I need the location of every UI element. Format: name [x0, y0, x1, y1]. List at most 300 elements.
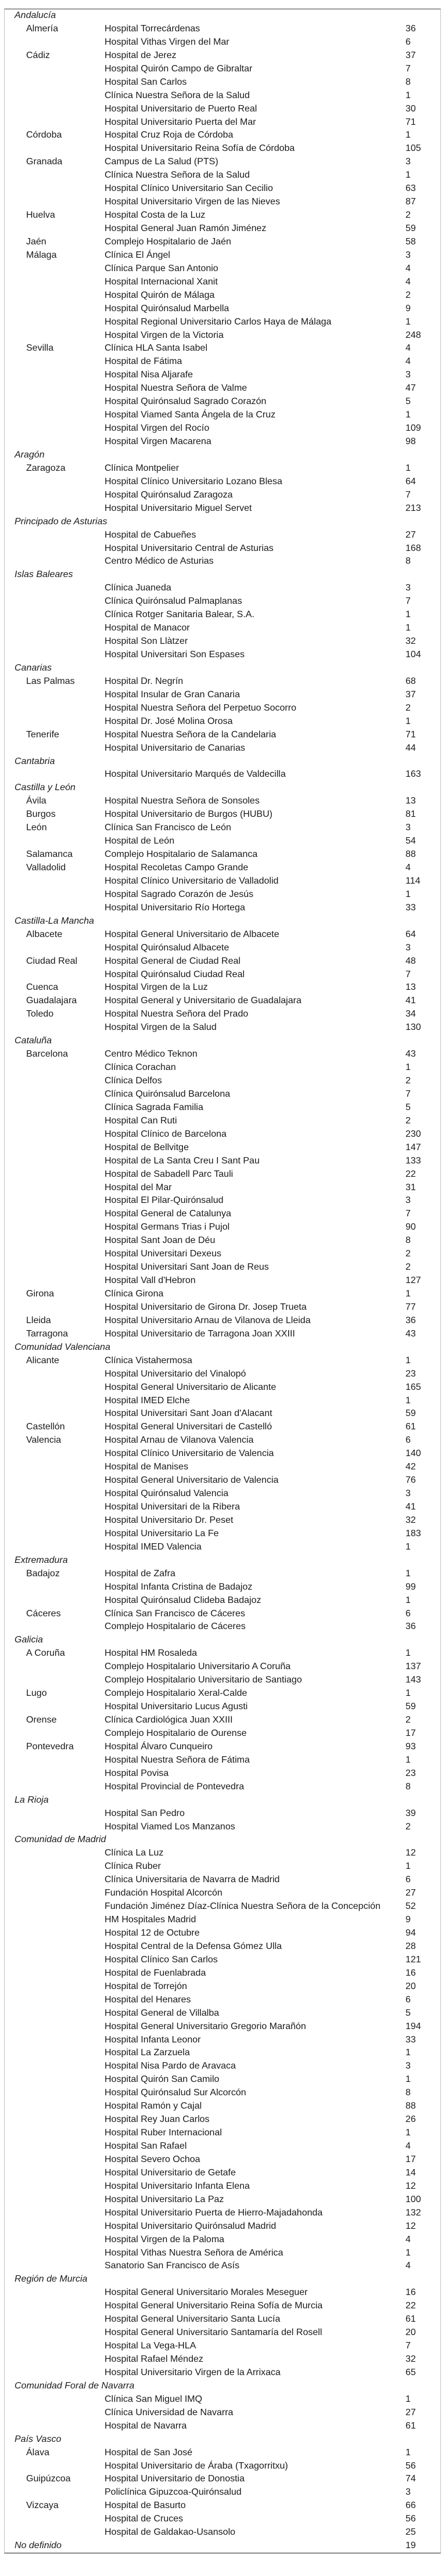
hospital-row — [5, 435, 440, 449]
hospital-row — [5, 209, 440, 222]
case-count: 17 — [405, 2154, 416, 2164]
hospital-name: Hospital Universitari Sant Joan de Reus — [105, 1262, 269, 1273]
hospital-name: Clínica San Francisco de León — [105, 823, 231, 833]
hospital-row — [5, 236, 440, 249]
hospital-row — [5, 2020, 440, 2034]
hospital-name: Hospital de Manises — [105, 1462, 189, 1472]
hospital-row — [5, 1714, 440, 1727]
hospital-name: Hospital Clínico Universitario de Valencia — [105, 1449, 274, 1459]
case-count: 137 — [405, 1662, 421, 1672]
province-label: Álava — [26, 2447, 50, 2458]
hospital-name: Complejo Hospitalario de Jaén — [105, 236, 231, 247]
hospital-row — [5, 1048, 440, 1061]
case-count: 52 — [405, 1901, 416, 1912]
hospital-name: Hospital Severo Ochoa — [105, 2154, 200, 2164]
case-count: 1 — [405, 1754, 411, 1765]
case-count: 4 — [405, 2234, 411, 2244]
hospital-row — [5, 1660, 440, 1674]
hospital-row — [5, 1754, 440, 1767]
hospital-name: Clínica Corachan — [105, 1062, 176, 1073]
hospital-row — [5, 2100, 440, 2113]
case-count: 1 — [405, 410, 411, 420]
hospital-name: Hospital Universitario Puerta de Hierro-Majadahonda — [105, 2207, 323, 2218]
case-count: 2 — [405, 1076, 411, 1086]
region-label: Castilla-La Mancha — [15, 916, 94, 926]
case-count: 93 — [405, 1741, 416, 1752]
hospital-name: Hospital HM Rosaleda — [105, 1648, 198, 1659]
region-row — [5, 449, 440, 462]
case-count: 3 — [405, 370, 411, 380]
case-count: 4 — [405, 2261, 411, 2271]
hospital-name: Hospital Universitario Marqués de Valdecilla — [105, 769, 286, 780]
province-label: Alicante — [26, 1355, 59, 1366]
case-count: 1 — [405, 1688, 411, 1699]
case-count: 99 — [405, 1581, 416, 1592]
hospital-row — [5, 2300, 440, 2313]
province-label: Ávila — [26, 796, 46, 806]
case-count: 1 — [405, 1062, 411, 1073]
case-count: 3 — [405, 250, 411, 260]
case-count: 130 — [405, 1022, 421, 1033]
case-count: 6 — [405, 1875, 411, 1885]
case-count: 61 — [405, 1422, 416, 1432]
hospital-row — [5, 862, 440, 875]
province-label: Tarragona — [26, 1328, 69, 1339]
hospital-row — [5, 76, 440, 89]
hospital-row — [5, 156, 440, 169]
province-label: Orense — [26, 1715, 57, 1725]
hospital-name: HM Hospitales Madrid — [105, 1915, 196, 1925]
hospital-name: Hospital Vithas Nuestra Señora de América — [105, 2247, 283, 2258]
hospital-name: Hospital del Henares — [105, 1994, 191, 2005]
region-row — [5, 781, 440, 795]
province-label: Huelva — [26, 210, 55, 221]
hospital-row — [5, 1421, 440, 1434]
hospital-row — [5, 835, 440, 848]
province-label: Almería — [26, 23, 59, 34]
hospital-row — [5, 2513, 440, 2526]
hospital-row — [5, 2087, 440, 2100]
region-label: Cantabria — [15, 756, 55, 766]
province-label: Zaragoza — [26, 463, 66, 473]
hospital-row — [5, 1328, 440, 1341]
hospital-row — [5, 1687, 440, 1700]
hospital-name: Clínica Quirónsalud Palmaplanas — [105, 596, 242, 607]
case-count: 3 — [405, 1489, 411, 1499]
hospital-row — [5, 142, 440, 156]
hospital-name: Hospital Universitario de Getafe — [105, 2167, 236, 2178]
hospital-row — [5, 1354, 440, 1368]
hospital-name: Clínica Nuestra Señora de la Salud — [105, 90, 250, 100]
hospital-name: Hospital 12 de Octubre — [105, 1928, 200, 1938]
case-count: 31 — [405, 1182, 416, 1192]
region-row — [5, 2539, 440, 2553]
hospital-row — [5, 1514, 440, 1527]
hospital-name: Hospital de Navarra — [105, 2420, 187, 2431]
hospital-row — [5, 1874, 440, 1887]
hospital-row — [5, 2353, 440, 2366]
hospital-name: Hospital de Zafra — [105, 1568, 175, 1579]
case-count: 1 — [405, 1289, 411, 1299]
hospital-name: Sanatorio San Francisco de Asís — [105, 2261, 240, 2271]
hospital-name: Clínica HLA Santa Isabel — [105, 343, 207, 354]
region-label: Comunidad de Madrid — [15, 1835, 106, 1845]
hospital-name: Hospital Clínico Universitario San Cecilio — [105, 183, 273, 194]
hospital-row — [5, 1487, 440, 1501]
region-label: Comunidad Valenciana — [15, 1342, 110, 1352]
hospital-name: Hospital General Juan Ramón Jiménez — [105, 224, 267, 233]
hospital-row — [5, 742, 440, 755]
hospital-row — [5, 1314, 440, 1328]
case-count: 3 — [405, 942, 411, 953]
case-count: 7 — [405, 596, 411, 607]
hospital-row — [5, 182, 440, 196]
case-count: 4 — [405, 356, 411, 367]
case-count: 3 — [405, 583, 411, 593]
region-row — [5, 1794, 440, 1807]
hospital-row — [5, 928, 440, 942]
province-label: Girona — [26, 1289, 55, 1299]
case-count: 64 — [405, 929, 416, 939]
hospital-name: Clínica Universidad de Navarra — [105, 2407, 234, 2418]
hospital-name: Hospital Quirónsalud Albacete — [105, 942, 229, 953]
case-count: 17 — [405, 1728, 416, 1738]
hospital-row — [5, 808, 440, 822]
hospital-row — [5, 2406, 440, 2420]
case-count: 66 — [405, 2501, 416, 2511]
hospital-name: Hospital de Cabueñes — [105, 529, 196, 540]
hospital-row — [5, 369, 440, 382]
case-count: 127 — [405, 1276, 421, 1286]
hospital-row — [5, 1847, 440, 1860]
hospital-name: Hospital Universitario Virgen de la Arrixaca — [105, 2367, 281, 2377]
case-count: 4 — [405, 263, 411, 273]
hospital-name: Hospital Clínico Universitario Lozano Blesa — [105, 476, 282, 487]
hospital-name: Complejo Hospitalario Universitario de Santiago — [105, 1675, 302, 1685]
case-count: 121 — [405, 1954, 421, 1965]
hospital-name: Centro Médico de Asturias — [105, 556, 214, 567]
hospital-row — [5, 316, 440, 329]
hospital-name: Hospital Torrecárdenas — [105, 23, 200, 34]
hospital-row — [5, 2473, 440, 2486]
hospital-row — [5, 2326, 440, 2340]
hospital-row — [5, 1581, 440, 1594]
case-count: 2 — [405, 290, 411, 300]
region-label: Aragón — [15, 449, 45, 460]
case-count: 42 — [405, 1462, 416, 1472]
hospital-name: Hospital Quirónsalud Sur Alcorcón — [105, 2088, 246, 2098]
hospital-row — [5, 2073, 440, 2087]
case-count: 14 — [405, 2167, 416, 2178]
hospital-row — [5, 1261, 440, 1274]
region-row — [5, 2273, 440, 2286]
case-count: 32 — [405, 1515, 416, 1525]
case-count: 13 — [405, 982, 416, 993]
hospital-name: Hospital de Basurto — [105, 2501, 186, 2511]
hospital-name: Hospital Universitario de Puerto Real — [105, 103, 257, 114]
hospital-row — [5, 1860, 440, 1874]
hospital-name: Hospital de Torrejón — [105, 1981, 188, 1991]
hospital-row — [5, 1727, 440, 1741]
case-count: 1 — [405, 1648, 411, 1659]
hospital-name: Hospital San Rafael — [105, 2141, 187, 2151]
case-count: 168 — [405, 543, 421, 553]
province-label: Cáceres — [26, 1608, 61, 1619]
hospital-name: Hospital Quirónsalud Marbella — [105, 303, 229, 314]
hospital-name: Hospital Viamed Santa Ángela de la Cruz — [105, 410, 276, 420]
hospital-row — [5, 968, 440, 982]
hospital-row — [5, 422, 440, 435]
hospital-row — [5, 1821, 440, 1834]
hospital-row — [5, 1767, 440, 1781]
province-label: Vizcaya — [26, 2501, 59, 2511]
province-label: Badajoz — [26, 1568, 60, 1579]
case-count: 1 — [405, 889, 411, 899]
region-row — [5, 568, 440, 582]
region-label: Canarias — [15, 662, 52, 673]
hospital-name: Hospital Povisa — [105, 1768, 169, 1778]
hospital-row — [5, 169, 440, 182]
hospital-name: Clínica San Francisco de Cáceres — [105, 1608, 245, 1619]
case-count: 32 — [405, 2354, 416, 2364]
case-count: 27 — [405, 529, 416, 540]
case-count: 59 — [405, 1408, 416, 1419]
hospital-name: Hospital Nuestra Señora del Prado — [105, 1009, 249, 1019]
hospital-row — [5, 702, 440, 715]
hospital-row — [5, 768, 440, 781]
hospital-name: Hospital de La Santa Creu I Sant Pau — [105, 1155, 260, 1166]
hospital-name: Hospital Universitario de Donostia — [105, 2474, 245, 2484]
case-count: 88 — [405, 2101, 416, 2112]
hospital-row — [5, 635, 440, 648]
case-count: 34 — [405, 1009, 416, 1019]
case-count: 100 — [405, 2194, 421, 2204]
case-count: 3 — [405, 2061, 411, 2071]
hospital-row — [5, 2526, 440, 2539]
province-label: Cádiz — [26, 50, 50, 60]
hospital-name: Hospital Universitario Virgen de las Nieves — [105, 197, 281, 207]
hospital-row — [5, 1594, 440, 1608]
hospital-row — [5, 529, 440, 542]
hospital-name: Hospital Provincial de Pontevedra — [105, 1781, 245, 1792]
hospital-name: Hospital General de Catalunya — [105, 1209, 231, 1219]
case-count: 20 — [405, 2328, 416, 2338]
hospital-name: Clínica Delfos — [105, 1076, 162, 1086]
hospital-name: Hospital Quirón Campo de Gibraltar — [105, 63, 253, 74]
case-count: 77 — [405, 1302, 416, 1312]
hospital-name: Hospital Nuestra Señora del Perpetuo Socorro — [105, 702, 296, 713]
case-count: 98 — [405, 437, 416, 446]
region-row — [5, 9, 440, 23]
region-row — [5, 1035, 440, 1048]
hospital-name: Hospital General Universitario Santa Lucía — [105, 2314, 281, 2325]
hospital-name: Hospital de Manacor — [105, 623, 190, 633]
hospital-name: Hospital Recoletas Campo Grande — [105, 863, 249, 873]
region-label: Región de Murcia — [15, 2274, 88, 2285]
hospital-row — [5, 249, 440, 262]
hospital-row — [5, 1128, 440, 1141]
hospital-row — [5, 1674, 440, 1687]
case-count: 140 — [405, 1449, 421, 1459]
province-label: Jaén — [26, 236, 46, 247]
case-count: 39 — [405, 1808, 416, 1818]
hospital-name: Clínica Montpelier — [105, 463, 180, 473]
case-count: 36 — [405, 1315, 416, 1325]
hospital-row — [5, 2420, 440, 2433]
hospital-row — [5, 1395, 440, 1408]
hospital-name: Hospital Can Ruti — [105, 1115, 177, 1126]
hospital-row — [5, 2207, 440, 2220]
hospital-row — [5, 1008, 440, 1021]
hospital-name: Hospital Central de la Defensa Gómez Ulla — [105, 1941, 282, 1951]
hospital-name: Hospital Universitari Dexeus — [105, 1249, 221, 1259]
hospital-name: Hospital Quirónsalud Valencia — [105, 1489, 229, 1499]
hospital-name: Complejo Hospitalario de Cáceres — [105, 1622, 246, 1632]
case-count: 64 — [405, 476, 416, 487]
hospital-row — [5, 1301, 440, 1314]
hospital-row — [5, 1647, 440, 1660]
hospital-name: Fundación Hospital Alcorcón — [105, 1888, 222, 1898]
hospital-row — [5, 462, 440, 475]
hospital-row — [5, 648, 440, 662]
case-count: 54 — [405, 836, 416, 846]
hospital-name: Hospital Virgen de la Paloma — [105, 2234, 225, 2244]
case-count: 7 — [405, 2341, 411, 2351]
case-count: 76 — [405, 1475, 416, 1486]
region-row — [5, 915, 440, 928]
hospital-name: Hospital General Universitario Santamaría del Rosell — [105, 2328, 322, 2338]
hospital-name: Hospital Universitario Central de Asturias — [105, 543, 274, 553]
hospital-row — [5, 1221, 440, 1234]
hospital-row — [5, 2286, 440, 2300]
hospital-row — [5, 382, 440, 395]
hospital-name: Hospital Nisa Aljarafe — [105, 370, 193, 380]
hospital-name: Hospital Viamed Los Manzanos — [105, 1821, 235, 1832]
hospital-name: Hospital General Universitario de Valencia — [105, 1475, 279, 1486]
case-count: 58 — [405, 236, 416, 247]
case-count: 8 — [405, 2088, 411, 2098]
case-count: 59 — [405, 224, 416, 233]
case-count: 2 — [405, 1115, 411, 1126]
case-count: 1 — [405, 2394, 411, 2404]
region-label: Principado de Asturias — [15, 516, 107, 527]
case-count: 9 — [405, 303, 411, 314]
hospital-row — [5, 1900, 440, 1914]
case-count: 3 — [405, 823, 411, 833]
hospital-name: Hospital Dr. José Molina Orosa — [105, 716, 233, 726]
case-count: 71 — [405, 117, 416, 127]
hospital-row — [5, 2060, 440, 2073]
case-count: 61 — [405, 2420, 416, 2431]
case-count: 3 — [405, 1195, 411, 1206]
hospital-name: Hospital Universitario Arnau de Vilanova de Lleida — [105, 1315, 311, 1325]
hospital-name: Hospital Universitario de Girona Dr. Josep Trueta — [105, 1302, 307, 1312]
hospital-name: Hospital Ramón y Cajal — [105, 2101, 202, 2112]
hospital-name: Policlínica Gipuzcoa-Quirónsalud — [105, 2487, 242, 2498]
province-label: Guadalajara — [26, 996, 77, 1006]
province-label: Pontevedra — [26, 1741, 74, 1752]
hospital-row — [5, 489, 440, 502]
hospital-row — [5, 902, 440, 915]
hospital-row — [5, 981, 440, 995]
region-label: Galicia — [15, 1635, 43, 1645]
case-count: 132 — [405, 2207, 421, 2218]
case-count: 43 — [405, 1328, 416, 1339]
hospital-name: Hospital Son Llàtzer — [105, 636, 188, 647]
table-body — [5, 9, 440, 2553]
region-row — [5, 2433, 440, 2447]
hospital-row — [5, 1141, 440, 1155]
case-count: 59 — [405, 1702, 416, 1712]
case-count: 8 — [405, 77, 411, 87]
case-count: 20 — [405, 1981, 416, 1991]
hospital-name: Hospital General Universitario Gregorio Marañón — [105, 2021, 306, 2031]
hospital-name: Hospital San Pedro — [105, 1808, 185, 1818]
case-count: 2 — [405, 702, 411, 713]
hospital-name: Clínica Ruber — [105, 1861, 161, 1872]
hospital-row — [5, 116, 440, 129]
hospital-name: Centro Médico Teknon — [105, 1049, 198, 1060]
hospital-row — [5, 502, 440, 516]
case-count: 4 — [405, 276, 411, 287]
hospital-name: Hospital El Pilar-Quirónsalud — [105, 1195, 224, 1206]
hospital-name: Hospital Virgen Macarena — [105, 437, 211, 446]
hospital-name: Hospital Universitario La Paz — [105, 2194, 224, 2204]
hospital-name: Hospital San Carlos — [105, 77, 187, 87]
case-count: 1 — [405, 1395, 411, 1406]
hospital-row — [5, 1700, 440, 1714]
case-count: 16 — [405, 1968, 416, 1978]
hospital-row — [5, 595, 440, 608]
region-row — [5, 755, 440, 769]
province-label: Las Palmas — [26, 676, 75, 686]
hospital-row — [5, 262, 440, 276]
hospital-row — [5, 89, 440, 103]
case-count: 7 — [405, 969, 411, 979]
region-label: Islas Baleares — [15, 570, 73, 580]
case-count: 47 — [405, 383, 416, 394]
case-count: 36 — [405, 1622, 416, 1632]
hospital-row — [5, 2007, 440, 2020]
province-label: Albacete — [26, 929, 63, 939]
hospital-name: Hospital Quirónsalud Zaragoza — [105, 489, 233, 500]
hospital-name: Hospital Universitario Puerta del Mar — [105, 117, 256, 127]
case-count: 65 — [405, 2367, 416, 2377]
case-count: 7 — [405, 1089, 411, 1099]
hospital-name: Hospital Clínico de Barcelona — [105, 1129, 227, 1139]
case-count: 1 — [405, 463, 411, 473]
hospital-row — [5, 395, 440, 409]
hospital-row — [5, 222, 440, 236]
case-count: 25 — [405, 2527, 416, 2538]
hospital-row — [5, 675, 440, 689]
case-count: 9 — [405, 1915, 411, 1925]
case-count: 22 — [405, 1169, 416, 1179]
hospital-name: Hospital General de Villalba — [105, 2008, 220, 2018]
case-count: 1 — [405, 716, 411, 726]
region-label: No definido — [15, 2541, 62, 2551]
case-count: 104 — [405, 650, 421, 660]
hospital-name: Clínica San Miguel IMQ — [105, 2394, 203, 2404]
case-count: 1 — [405, 2447, 411, 2458]
case-count: 41 — [405, 996, 416, 1006]
hospital-name: Hospital Nuestra Señora de Fátima — [105, 1754, 250, 1765]
hospital-row — [5, 1940, 440, 1954]
case-count: 2 — [405, 1821, 411, 1832]
hospital-row — [5, 622, 440, 635]
case-count: 8 — [405, 1235, 411, 1246]
hospital-row — [5, 1954, 440, 1967]
